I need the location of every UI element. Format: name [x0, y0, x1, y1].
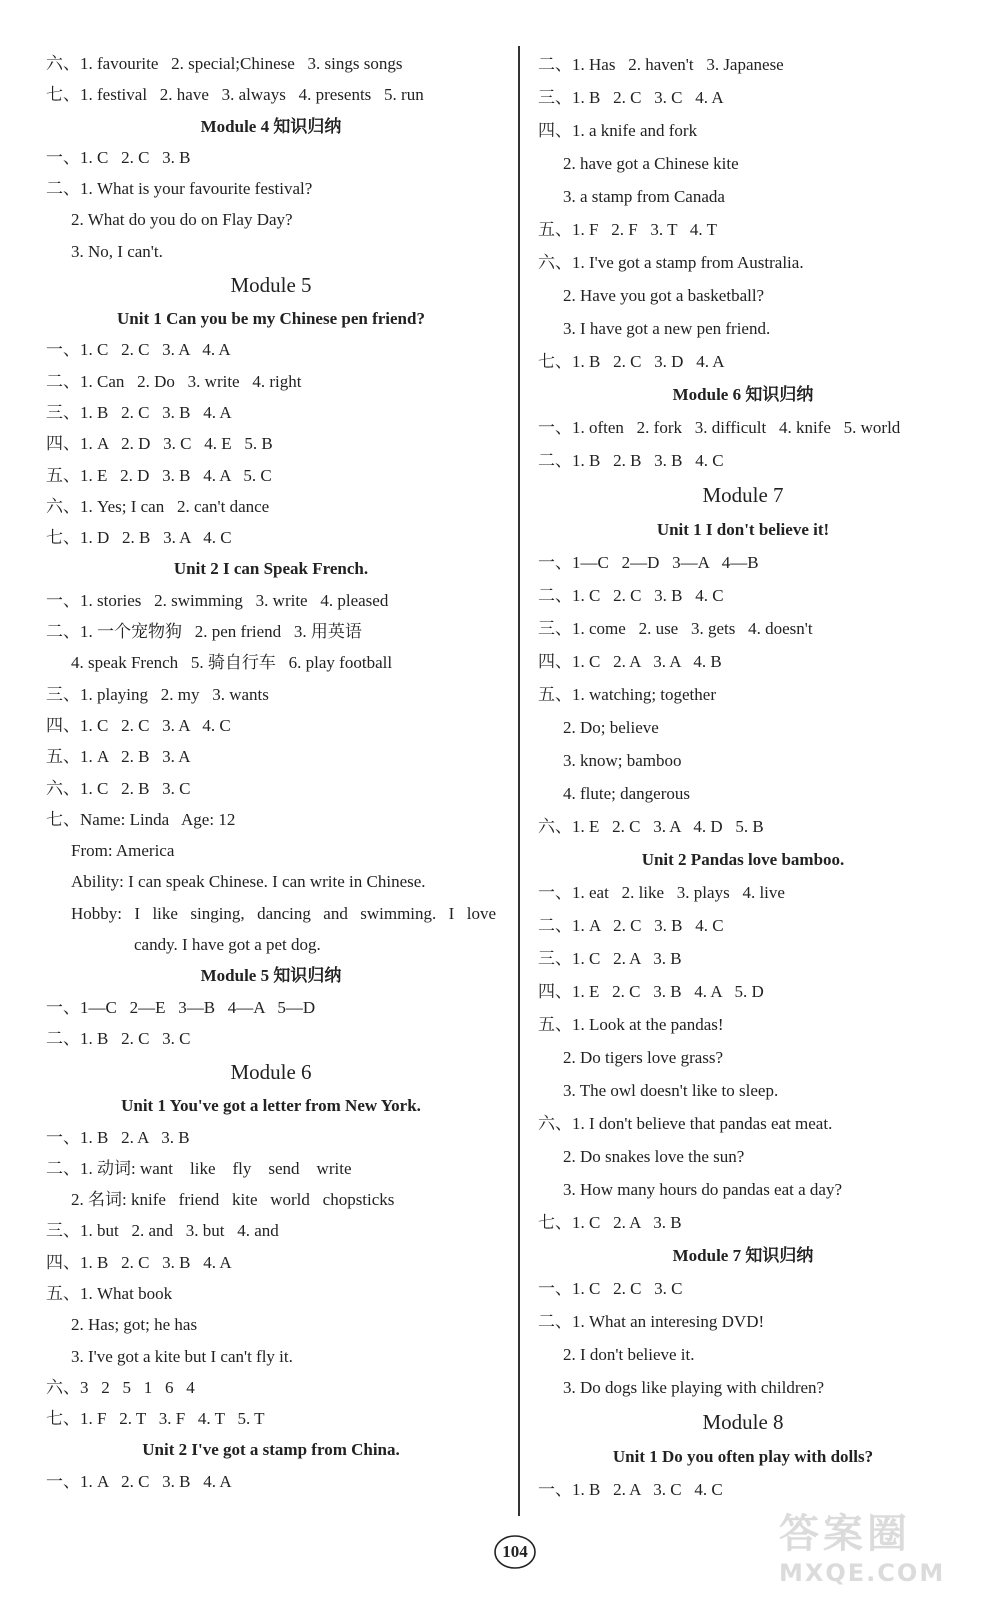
answer-line-indented: 3. How many hours do pandas eat a day?	[563, 1180, 843, 1199]
answer-line: 一、1—C 2—E 3—B 4—A 5—D	[46, 997, 316, 1017]
answer-line-indented: 3. I have got a new pen friend.	[563, 319, 771, 338]
module-heading: Module 8	[702, 1410, 784, 1434]
answer-line: 一、1—C 2—D 3—A 4—B	[538, 553, 759, 572]
answer-line: 二、1. 一个宠物狗 2. pen friend 3. 用英语	[46, 622, 362, 642]
answer-line: 二、1. What an interesing DVD!	[538, 1312, 765, 1331]
answer-line: 一、1. often 2. fork 3. difficult 4. knife 5. world	[538, 418, 901, 437]
answer-line: 六、1. I don't believe that pandas eat meat.	[538, 1114, 833, 1133]
module-heading: Module 6	[230, 1060, 312, 1085]
answer-line: 六、3 2 5 1 6 4	[46, 1377, 195, 1397]
answer-line-indented: From: America	[71, 841, 175, 861]
answer-line-indented: 3. I've got a kite but I can't fly it.	[71, 1346, 293, 1366]
answer-line: 三、1. C 2. A 3. B	[538, 949, 682, 968]
answer-line: 六、1. I've got a stamp from Australia.	[538, 253, 804, 272]
summary-heading: Module 6 知识归纳	[672, 385, 814, 404]
answer-line: 四、1. a knife and fork	[538, 121, 698, 140]
watermark-bottom-text: MXQE.COM	[779, 1559, 946, 1587]
answer-line: 四、1. B 2. C 3. B 4. A	[46, 1252, 232, 1272]
answer-line: 一、1. B 2. A 3. B	[46, 1127, 190, 1147]
answer-line: 一、1. stories 2. swimming 3. write 4. pleased	[46, 590, 389, 610]
answer-line-indented: 2. 名词: knife friend kite world chopsticks	[71, 1190, 395, 1210]
answer-line: 四、1. C 2. C 3. A 4. C	[46, 715, 231, 735]
answer-line: 四、1. C 2. A 3. A 4. B	[538, 652, 722, 671]
unit-heading: Unit 2 Pandas love bamboo.	[641, 850, 845, 869]
answer-line-indented: 2. Do; believe	[563, 718, 659, 737]
answer-line-indented: 3. a stamp from Canada	[563, 187, 725, 206]
answer-line: 七、1. C 2. A 3. B	[538, 1213, 682, 1232]
answer-line: 五、1. What book	[46, 1283, 173, 1303]
unit-heading: Unit 1 You've got a letter from New York.	[121, 1096, 421, 1116]
unit-heading: Unit 2 I've got a stamp from China.	[142, 1440, 400, 1460]
answer-line-indented: 2. Have you got a basketball?	[563, 286, 765, 305]
answer-line: 二、1. A 2. C 3. B 4. C	[538, 916, 724, 935]
answer-line: 二、1. B 2. C 3. C	[46, 1028, 191, 1048]
module-heading: Module 5	[230, 273, 312, 298]
answer-line: 七、1. festival 2. have 3. always 4. presents 5. run	[46, 85, 424, 105]
module-heading: Module 7	[702, 483, 784, 507]
summary-heading: Module 7 知识归纳	[672, 1246, 814, 1265]
answer-line-indented: 2. have got a Chinese kite	[563, 154, 739, 173]
answer-column-left	[46, 48, 496, 1497]
answer-line: 七、1. D 2. B 3. A 4. C	[46, 528, 232, 548]
answer-line: 七、1. F 2. T 3. F 4. T 5. T	[46, 1409, 265, 1429]
answer-line: 二、1. Has 2. haven't 3. Japanese	[538, 55, 784, 74]
answer-line-indented: 3. The owl doesn't like to sleep.	[563, 1081, 779, 1100]
unit-heading: Unit 1 Can you be my Chinese pen friend?	[117, 309, 425, 329]
answer-line: 三、1. playing 2. my 3. wants	[46, 684, 269, 704]
answer-line: 二、1. C 2. C 3. B 4. C	[538, 586, 724, 605]
answer-line-indented: 2. I don't believe it.	[563, 1345, 695, 1364]
answer-line: 五、1. F 2. F 3. T 4. T	[538, 220, 718, 239]
summary-heading: Module 4 知识归纳	[200, 116, 342, 136]
page-number	[493, 1533, 537, 1571]
answer-line: 五、1. watching; together	[538, 685, 716, 704]
answer-line-indented: 2. Do snakes love the sun?	[563, 1147, 745, 1166]
answer-line-indented: 4. flute; dangerous	[563, 784, 690, 803]
answer-line: 五、1. A 2. B 3. A	[46, 747, 191, 767]
answer-line-indented: 3. No, I can't.	[71, 241, 163, 261]
answer-column-right	[538, 48, 948, 1506]
answer-line-indented: Hobby: I like singing, dancing and swimming. I love	[71, 903, 496, 923]
answer-line-indented: Ability: I can speak Chinese. I can write in Chinese.	[71, 872, 426, 892]
answer-line: 七、Name: Linda Age: 12	[46, 809, 236, 829]
unit-heading: Unit 1 I don't believe it!	[656, 520, 830, 539]
answer-line: 二、1. 动词: want like fly send write	[46, 1158, 352, 1178]
answer-line-indented: 2. What do you do on Flay Day?	[71, 210, 293, 230]
answer-line: 四、1. A 2. D 3. C 4. E 5. B	[46, 434, 273, 454]
column-divider	[518, 46, 520, 1516]
answer-line: 四、1. E 2. C 3. B 4. A 5. D	[538, 982, 764, 1001]
watermark-top-text: 答案圈	[779, 1511, 911, 1557]
answer-line: 三、1. B 2. C 3. C 4. A	[538, 88, 724, 107]
answer-line-indented: 4. speak French 5. 骑自行车 6. play football	[71, 653, 393, 673]
answer-line: 二、1. B 2. B 3. B 4. C	[538, 451, 724, 470]
answer-line: 三、1. but 2. and 3. but 4. and	[46, 1221, 279, 1241]
answer-line: 三、1. come 2. use 3. gets 4. doesn't	[538, 619, 813, 638]
answer-line: 六、1. C 2. B 3. C	[46, 778, 191, 798]
unit-heading: Unit 1 Do you often play with dolls?	[612, 1447, 874, 1466]
answer-line: 一、1. A 2. C 3. B 4. A	[46, 1471, 232, 1491]
summary-heading: Module 5 知识归纳	[200, 966, 342, 986]
answer-line: 一、1. B 2. A 3. C 4. C	[538, 1480, 723, 1499]
answer-line: 三、1. B 2. C 3. B 4. A	[46, 402, 232, 422]
page-number-text: 104	[502, 1542, 528, 1561]
answer-line: 二、1. What is your favourite festival?	[46, 179, 313, 199]
answer-line-indented: 2. Has; got; he has	[71, 1315, 198, 1335]
answer-line: 六、1. Yes; I can 2. can't dance	[46, 496, 270, 516]
answer-line-indented: 2. Do tigers love grass?	[563, 1048, 724, 1067]
answer-line-continued: candy. I have got a pet dog.	[134, 935, 321, 955]
answer-line: 七、1. B 2. C 3. D 4. A	[538, 352, 725, 371]
answer-line: 一、1. C 2. C 3. C	[538, 1279, 683, 1298]
answer-line-indented: 3. know; bamboo	[563, 751, 682, 770]
unit-heading: Unit 2 I can Speak French.	[173, 559, 369, 579]
answer-line: 六、1. favourite 2. special;Chinese 3. sings songs	[46, 54, 403, 73]
answer-line: 五、1. E 2. D 3. B 4. A 5. C	[46, 465, 272, 485]
answer-line: 一、1. C 2. C 3. B	[46, 147, 191, 167]
answer-line: 六、1. E 2. C 3. A 4. D 5. B	[538, 817, 764, 836]
watermark-logo	[779, 1502, 969, 1588]
answer-line: 二、1. Can 2. Do 3. write 4. right	[46, 371, 302, 391]
answer-line: 一、1. C 2. C 3. A 4. A	[46, 340, 231, 360]
answer-line: 五、1. Look at the pandas!	[538, 1015, 724, 1034]
answer-line: 一、1. eat 2. like 3. plays 4. live	[538, 883, 785, 902]
answer-line-indented: 3. Do dogs like playing with children?	[563, 1378, 825, 1397]
